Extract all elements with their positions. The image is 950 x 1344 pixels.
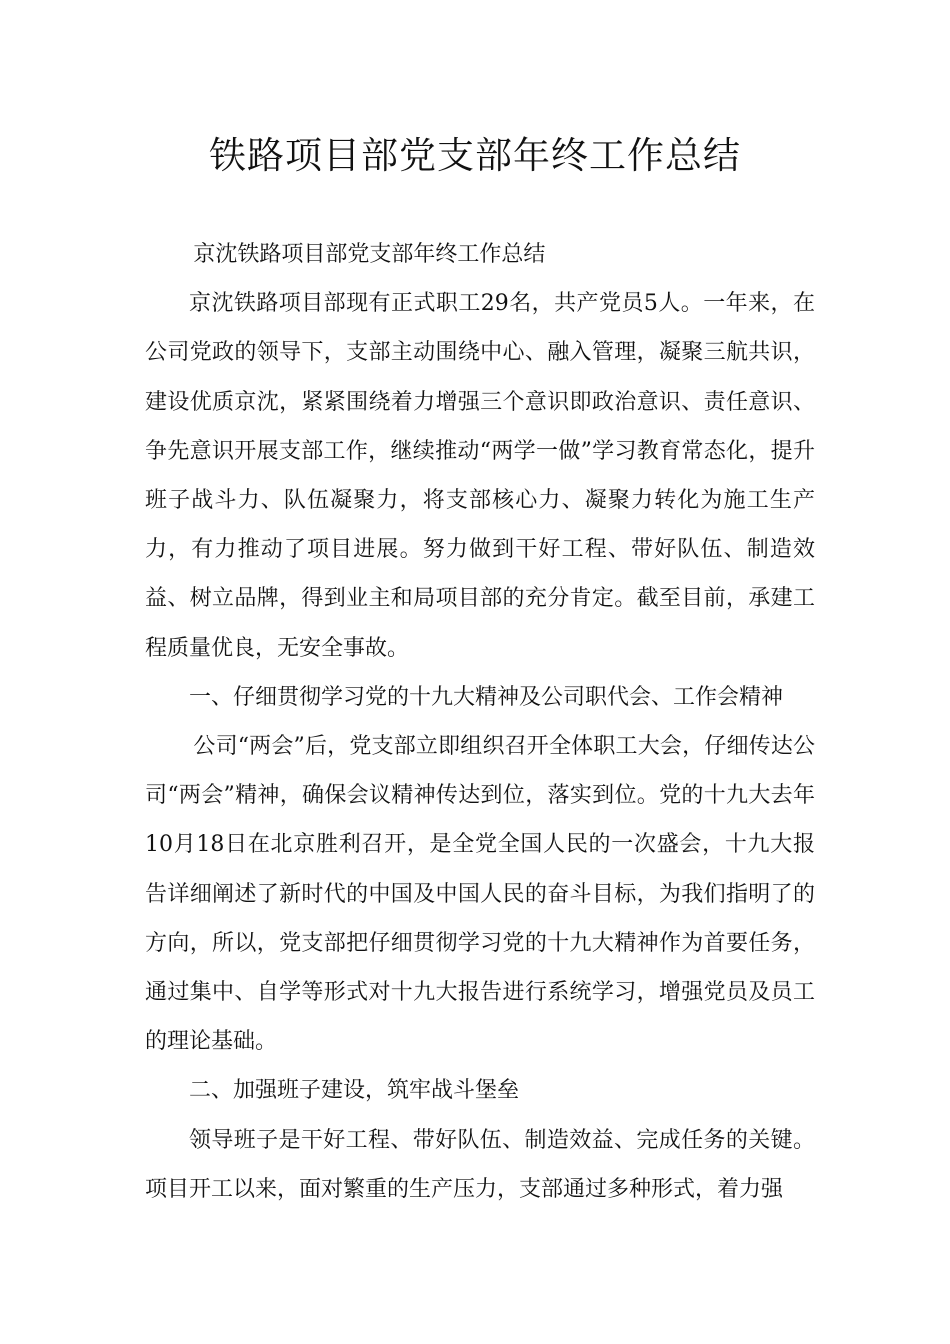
body-paragraph: 公司“两会”后，党支部立即组织召开全体职工大会，仔细传达公司“两会”精神，确保会议精神传达到位，落实到位。党的十九大去年10月18日在北京胜利召开，是全党全国人民的一次盛会，十九大报告详细阐述了新时代的中国及中国人民的奋斗目标，为我们指明了的方向，所以，党支部把仔细贯彻学习党的十九大精神作为首要任务，通过集中、自学等形式对十九大报告进行系统学习，增强党员及员工的理论基础。 [145,734,815,1055]
body-paragraph: 领导班子是干好工程、带好队伍、制造效益、完成任务的关键。项目开工以来，面对繁重的生产压力，支部通过多种形式，着力强 [145,1127,815,1202]
section-heading: 二、加强班子建设，筑牢战斗堡垒 [189,1078,520,1104]
document-body [145,230,815,1214]
document-title: 铁路项目部党支部年终工作总结 [209,134,741,177]
body-paragraph: 京沈铁路项目部现有正式职工29名，共产党员5人。一年来，在公司党政的领导下，支部主动围绕中心、融入管理，凝聚三航共识，建设优质京沈，紧紧围绕着力增强三个意识即政治意识、责任意识、争先意识开展支部工作，继续推动“两学一做”学习教育常态化，提升班子战斗力、队伍凝聚力，将支部核心力、凝聚力转化为施工生产力，有力推动了项目进展。努力做到干好工程、带好队伍、制造效益、树立品牌，得到业主和局项目部的充分肯定。截至目前，承建工程质量优良，无安全事故。 [145,291,815,661]
section-heading: 一、仔细贯彻学习党的十九大精神及公司职代会、工作会精神 [189,684,784,710]
subtitle-paragraph: 京沈铁路项目部党支部年终工作总结 [193,242,546,267]
